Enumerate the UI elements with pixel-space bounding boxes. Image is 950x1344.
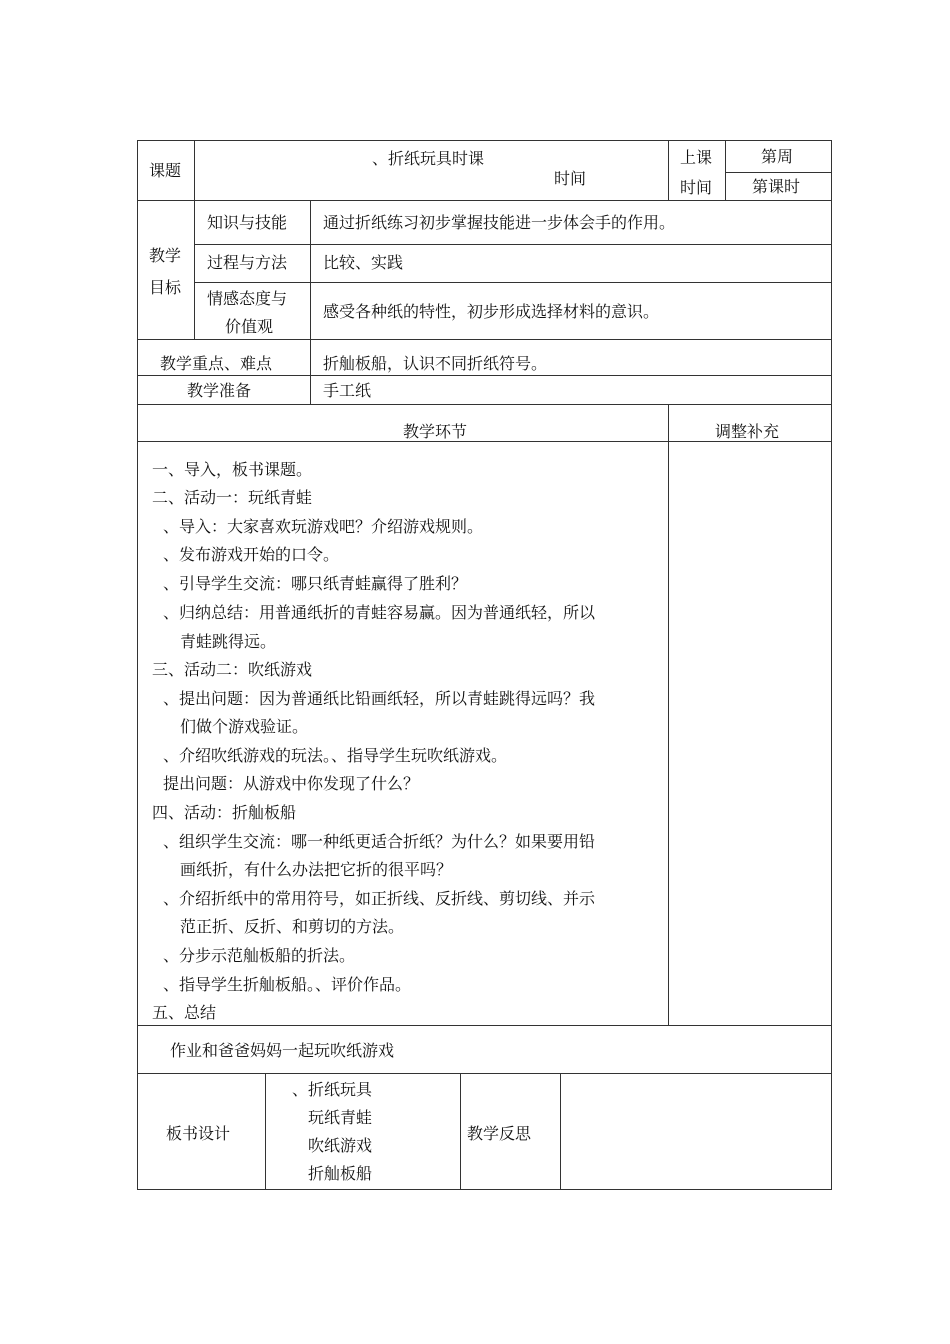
goal-value-knowledge: 通过折纸练习初步掌握技能进一步体会手的作用。 <box>323 213 676 232</box>
key-points-label: 教学重点、难点 <box>160 354 273 373</box>
goal-name-emotion-1: 情感态度与 <box>207 289 288 308</box>
process-line: 、指导学生折舢板船。、评价作品。 <box>163 975 412 994</box>
process-line: 、归纳总结：用普通纸折的青蛙容易赢。因为普通纸轻，所以 <box>163 603 596 622</box>
reflection-label: 教学反思 <box>467 1124 532 1143</box>
rule <box>137 140 832 141</box>
process-header: 教学环节 <box>403 422 468 441</box>
rule <box>137 375 832 376</box>
goals-label-2: 目标 <box>149 278 182 297</box>
class-time-label-1: 上课 <box>680 148 713 167</box>
process-line: 二、活动一：玩纸青蛙 <box>152 488 313 507</box>
process-line: 、引导学生交流：哪只纸青蛙赢得了胜利？ <box>163 574 468 593</box>
topic-time-sub: 时间 <box>554 169 587 188</box>
rule <box>137 1073 832 1074</box>
rule <box>137 339 832 340</box>
board-line: 吹纸游戏 <box>308 1136 373 1155</box>
homework-text: 作业和爸爸妈妈一起玩吹纸游戏 <box>170 1041 395 1060</box>
period-field: 第课时 <box>752 177 801 196</box>
preparation-value: 手工纸 <box>323 381 372 400</box>
process-line: 青蛙跳得远。 <box>180 632 277 651</box>
rule <box>137 140 138 1190</box>
goals-label-1: 教学 <box>149 246 182 265</box>
rule <box>194 244 832 245</box>
rule <box>194 140 195 339</box>
process-line: 三、活动二：吹纸游戏 <box>152 660 313 679</box>
goal-name-knowledge: 知识与技能 <box>207 213 288 232</box>
class-time-label-2: 时间 <box>680 178 713 197</box>
process-line: 、导入：大家喜欢玩游戏吧？介绍游戏规则。 <box>163 517 484 536</box>
rule <box>725 172 832 173</box>
process-line: 、提出问题：因为普通纸比铅画纸轻，所以青蛙跳得远吗？我 <box>163 689 596 708</box>
goal-value-process: 比较、实践 <box>323 253 404 272</box>
rule <box>310 200 311 404</box>
process-line: 们做个游戏验证。 <box>180 717 309 736</box>
rule <box>725 140 726 200</box>
rule <box>831 140 832 1190</box>
adjust-header: 调整补充 <box>715 422 780 441</box>
board-line: 、折纸玩具 <box>292 1080 373 1099</box>
board-line: 玩纸青蛙 <box>308 1108 373 1127</box>
goal-name-emotion-2: 价值观 <box>225 317 274 336</box>
rule <box>668 140 669 200</box>
rule <box>137 200 832 201</box>
board-design-label: 板书设计 <box>166 1124 231 1143</box>
rule <box>560 1073 561 1189</box>
process-line: 提出问题：从游戏中你发现了什么？ <box>163 774 420 793</box>
rule <box>137 1189 832 1190</box>
topic-value: 、折纸玩具时课 <box>372 149 485 168</box>
process-line: 、介绍吹纸游戏的玩法。、指导学生玩吹纸游戏。 <box>163 746 508 765</box>
process-line: 范正折、反折、和剪切的方法。 <box>180 917 405 936</box>
process-line: 五、总结 <box>152 1003 217 1022</box>
topic-label: 课题 <box>149 161 182 180</box>
process-line: 、组织学生交流：哪一种纸更适合折纸？为什么？如果要用铅 <box>163 832 596 851</box>
process-line: 、介绍折纸中的常用符号，如正折线、反折线、剪切线、并示 <box>163 889 596 908</box>
board-line: 折舢板船 <box>308 1164 373 1183</box>
rule <box>137 404 832 405</box>
preparation-label: 教学准备 <box>187 381 252 400</box>
goal-name-process: 过程与方法 <box>207 253 288 272</box>
rule <box>194 282 832 283</box>
process-line: 画纸折，有什么办法把它折的很平吗？ <box>180 860 453 879</box>
goal-value-emotion: 感受各种纸的特性，初步形成选择材料的意识。 <box>323 302 660 321</box>
process-line: 一、导入，板书课题。 <box>152 460 313 479</box>
key-points-value: 折舢板船，认识不同折纸符号。 <box>323 354 548 373</box>
week-field: 第周 <box>761 147 794 166</box>
process-line: 、发布游戏开始的口令。 <box>163 545 340 564</box>
process-line: 、分步示范舢板船的折法。 <box>163 946 356 965</box>
rule <box>137 1025 832 1026</box>
rule <box>460 1073 461 1189</box>
rule <box>265 1073 266 1189</box>
rule <box>668 404 669 1025</box>
process-line: 四、活动：折舢板船 <box>152 803 297 822</box>
